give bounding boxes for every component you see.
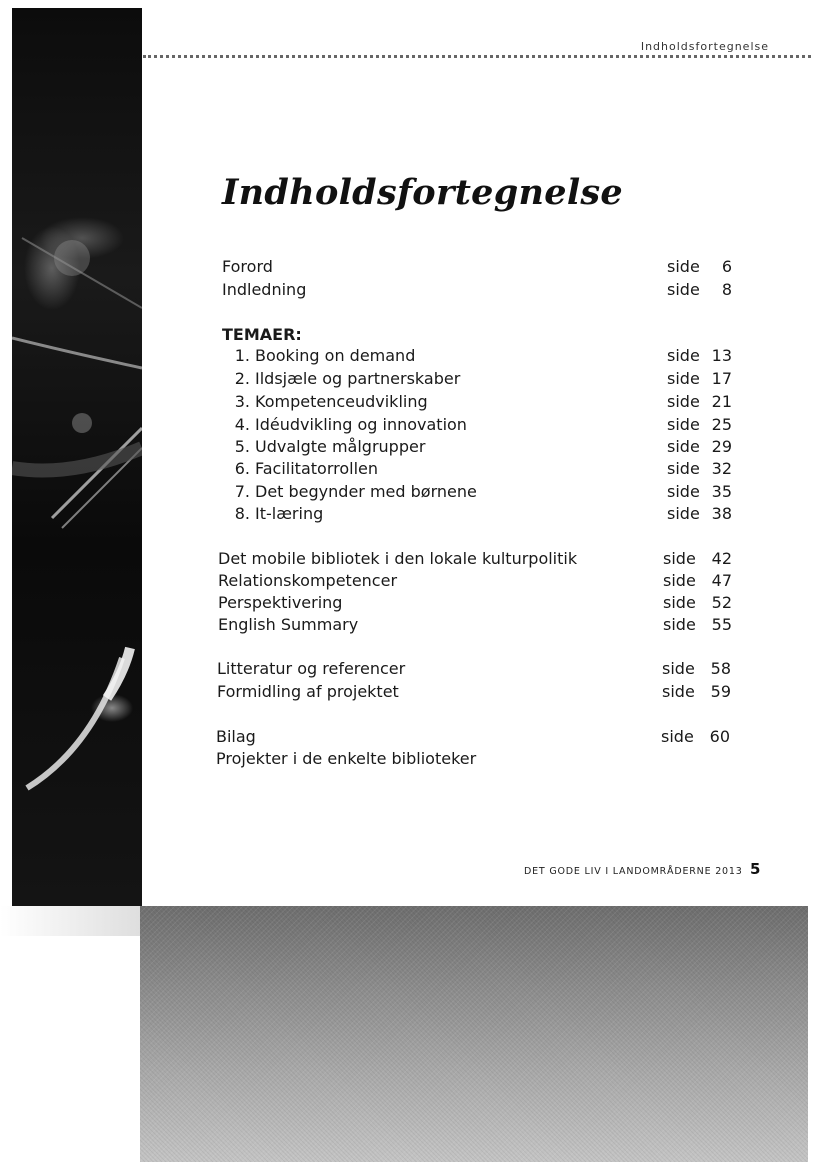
toc-side-word: side [662,659,695,678]
tema-number: 3. [234,392,250,411]
header-dotted-rule [143,55,811,58]
toc-page-number: 42 [711,549,732,568]
toc-page-number: 47 [711,571,732,590]
toc-row-tema-2 [0,368,825,390]
toc-page-number: 29 [711,437,732,456]
toc-page-number: 32 [711,459,732,478]
toc-page-number: 38 [711,504,732,523]
toc-label: Udvalgte målgrupper [255,437,426,456]
toc-label: It-læring [255,504,324,523]
toc-side-word: side [667,257,700,276]
toc-side-word: side [667,346,700,365]
toc-label: Det begynder med børnene [255,482,477,501]
toc-label: Facilitatorrollen [255,459,378,478]
toc-label: Forord [222,257,273,276]
toc-side-word: side [663,593,696,612]
toc-label: Perspektivering [218,593,343,612]
toc-row-formidling [0,681,825,703]
toc-page-number: 52 [711,593,732,612]
toc-row-tema-1 [0,345,825,367]
temaer-heading: TEMAER: [222,325,302,344]
toc-row-projekter [0,748,825,770]
toc-page-number: 25 [711,415,732,434]
toc-side-word: side [667,437,700,456]
toc-page-number: 59 [710,682,731,701]
toc-label: English Summary [218,615,359,634]
toc-label: Kompetenceudvikling [255,392,428,411]
toc-label: Det mobile bibliotek i den lokale kulturpolitik [218,549,578,568]
toc-page-number: 21 [711,392,732,411]
toc-side-word: side [661,727,694,746]
tema-number: 7. [234,482,250,501]
toc-label: Projekter i de enkelte biblioteker [216,749,477,768]
footer-page-number: 5 [750,860,761,878]
toc-page-number: 35 [711,482,732,501]
toc-row-tema-8 [0,503,825,525]
toc-page-number: 17 [711,369,732,388]
toc-side-word: side [667,392,700,411]
toc-side-word: side [667,415,700,434]
toc-row-forord [0,256,825,278]
toc-label: Bilag [216,727,256,746]
tema-number: 2. [234,369,250,388]
toc-side-word: side [667,482,700,501]
toc-page-number: 6 [721,257,732,276]
toc-row-bilag [0,726,825,748]
page-title: Indholdsfortegnelse [222,172,623,213]
footer-publication: DET GODE LIV I LANDOMRÅDERNE 2013 [524,866,743,877]
toc-side-word: side [667,280,700,299]
toc-side-word: side [667,459,700,478]
tema-number: 8. [234,504,250,523]
toc-side-word: side [662,682,695,701]
toc-side-word: side [663,549,696,568]
toc-row-tema-3 [0,391,825,413]
toc-row-tema-6 [0,458,825,480]
toc-side-word: side [663,571,696,590]
toc-row-english-summary [0,614,825,636]
toc-page-number: 13 [711,346,732,365]
toc-label: Idéudvikling og innovation [255,415,467,434]
toc-label: Relationskompetencer [218,571,398,590]
running-head: Indholdsfortegnelse [640,40,769,53]
toc-side-word: side [663,615,696,634]
toc-page-number: 55 [711,615,732,634]
toc-row-litteratur [0,658,825,680]
bottom-photo-fade [0,906,140,936]
toc-page-number: 60 [709,727,730,746]
tema-number: 5. [234,437,250,456]
toc-side-word: side [667,369,700,388]
toc-label: Formidling af projektet [217,682,399,701]
toc-page-number: 8 [721,280,732,299]
toc-row-relationskompetencer [0,570,825,592]
toc-row-indledning [0,279,825,301]
toc-row-perspektivering [0,592,825,614]
tema-number: 6. [234,459,250,478]
toc-side-word: side [667,504,700,523]
toc-row-tema-7 [0,481,825,503]
toc-row-tema-5 [0,436,825,458]
toc-row-mobile-bibliotek [0,548,825,570]
bottom-photo-band [140,906,808,1162]
tema-number: 1. [234,346,250,365]
toc-row-tema-4 [0,414,825,436]
toc-label: Indledning [222,280,307,299]
toc-page-number: 58 [710,659,731,678]
toc-label: Ildsjæle og partnerskaber [255,369,461,388]
toc-label: Litteratur og referencer [217,659,406,678]
toc-label: Booking on demand [255,346,416,365]
tema-number: 4. [234,415,250,434]
